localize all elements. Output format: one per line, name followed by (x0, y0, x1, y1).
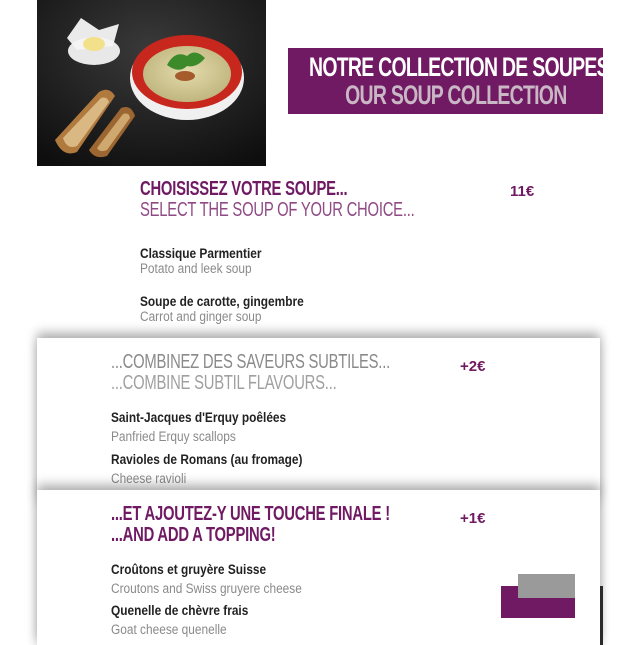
section3-panel (37, 490, 600, 645)
section2-title-en: ...COMBINE SUBTIL FLAVOURS... (111, 372, 337, 394)
menu-item-name: Croûtons et gruyère Suisse (111, 562, 267, 577)
header-banner (288, 48, 609, 114)
menu-item-translation: Carrot and ginger soup (140, 309, 262, 324)
menu-item-name: Quenelle de chèvre frais (111, 603, 249, 618)
section1-title-en: SELECT THE SOUP OF YOUR CHOICE... (140, 199, 415, 221)
menu-item-translation: Potato and leek soup (140, 261, 252, 276)
menu-item-name: Saint-Jacques d'Erquy poêlées (111, 410, 287, 425)
soup-photo (37, 0, 266, 166)
section3-price: +1€ (460, 510, 486, 527)
menu-item-translation: Cheese ravioli (111, 471, 187, 486)
banner-title-en: OUR SOUP COLLECTION (345, 80, 567, 110)
menu-item-translation: Goat cheese quenelle (111, 622, 227, 637)
section3-title-en: ...AND ADD A TOPPING! (111, 524, 276, 546)
menu-item-translation: Croutons and Swiss gruyere cheese (111, 581, 302, 596)
decorative-grey-block (518, 574, 575, 598)
section1-title-fr: CHOISISSEZ VOTRE SOUPE... (140, 178, 348, 200)
decorative-divider-line (600, 586, 603, 645)
menu-item-name: Ravioles de Romans (au fromage) (111, 452, 303, 467)
banner-title-fr: NOTRE COLLECTION DE SOUPES (309, 52, 609, 82)
section2-panel (37, 338, 600, 498)
menu-item-name: Soupe de carotte, gingembre (140, 294, 304, 309)
section1-price: 11€ (510, 183, 535, 200)
menu-item-translation: Panfried Erquy scallops (111, 429, 236, 444)
section2-title-fr: ...COMBINEZ DES SAVEURS SUBTILES... (111, 351, 390, 373)
section3-title-fr: ...ET AJOUTEZ-Y UNE TOUCHE FINALE ! (111, 503, 390, 525)
menu-item-name: Classique Parmentier (140, 246, 262, 261)
section2-price: +2€ (460, 358, 486, 375)
